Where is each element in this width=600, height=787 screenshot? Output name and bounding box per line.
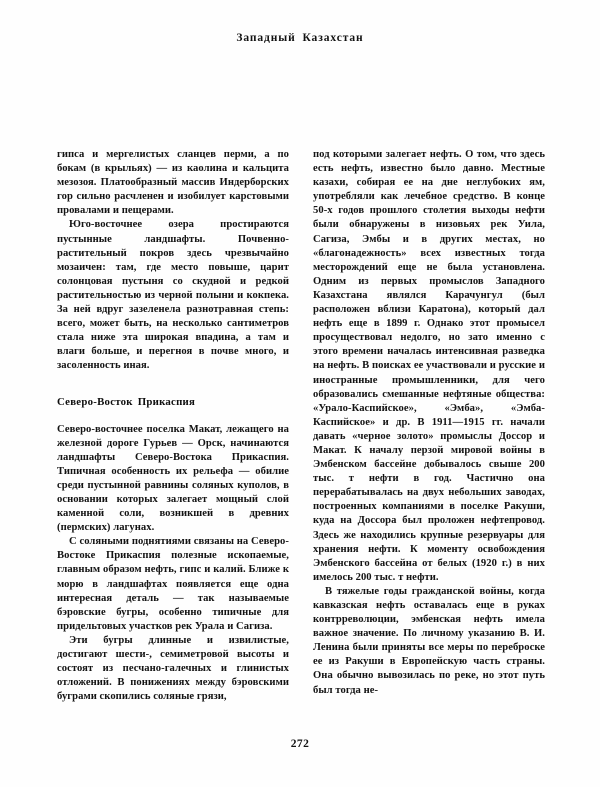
two-column-body bbox=[57, 148, 546, 708]
paragraph: гипса и мергелистых сланцев перми, а по бокам (в крыльях) — из каолина и кальцита мезозоя. Платообразный массив Индерборских гор сильно расчленен и изобилует карстовыми провалами и пещерами. bbox=[57, 149, 289, 217]
left-column bbox=[57, 148, 289, 708]
paragraph: под которыми залегает нефть. О том, что здесь есть нефть, известно было давно. Местные казахи, собирая ее на дне неглубоких ям, употребляли как лечебное средство. В конце 50-х годов прошлого столетия выходы нефти были обнаружены в низовьях рек Уила, Сагиза, Эмбы и в других местах, но «благонадежность» всех известных тогда месторождений еще не была установлена. Одним из первых промыслов Западного Казахстана являлся Карачунгул (был расположен вблизи Каратона), который дал нефть еще в 1899 г. Однако этот промысел просуществовал недолго, но зато именно с этого времени началась интенсивная разведка на нефть. В поисках ее участвовали и русские и иностранные промышленники, для чего образовались смешанные нефтяные общества: «Урало-Каспийское», «Эмба», «Эмба-Каспийское» и др. В 1911—1915 гг. начали давать «черное золото» промыслы Доссор и Макат. К началу перзой мировой войны в Эмбенском бассейне добывалось свыше 200 тыс. т нефти в год. Частично она перерабатывалась на двух небольших заводах, построенных компаниями в поселке Ракуши, куда на Доссора был проложен нефтепровод. Здесь же находились крупные резервуары для хранения нефти. К моменту освобождения Эмбенского бассейна от белых (1920 г.) в них имелось 200 тыс. т нефти. bbox=[313, 149, 545, 583]
right-column bbox=[313, 148, 545, 708]
paragraph: Юго-восточнее озера простираются пустынные ландшафты. Почвенно-растительный покров здесь чрезвычайно мозаичен: там, где место повыше, царит солонцовая пустыня со скудной и редкой растительностью из черной полыни и кокпека. За ней вдруг зазеленела разнотравная степь: всего, может быть, на несколько сантиметров стала ниже эта широкая впадина, а там и влаги больше, и перегноя в почве много, и засоленность иная. bbox=[57, 219, 289, 372]
paragraph: С соляными поднятиями связаны на Северо-Востоке Прикаспия полезные ископаемые, главным образом нефть, гипс и калий. Ближе к морю в ландшафтах появляется еще одна интересная деталь — так называемые бэровские бугры, особенно типичные для придельтовых участков рек Урала и Сагиза. bbox=[57, 536, 289, 632]
paragraph: Эти бугры длинные и извилистые, достигают шести-, семиметровой высоты и состоят из песчано-галечных и глинистых отложений. В понижениях между бэровскими буграми скопились соляные грязи, bbox=[57, 634, 289, 703]
section-heading: Северо-Восток Прикаспия bbox=[57, 395, 196, 408]
paragraph: Северо-восточнее поселка Макат, лежащего на железной дороге Гурьев — Орск, начинаются ландшафты Северо-Востока Прикаспия. Типичная особенность их рельефа — обилие среди пустынной равнины соляных куполов, в основании которых залегает мощный слой каменной соли, возникшей в древних (пермских) лагунах. bbox=[57, 423, 289, 534]
running-head: Западный Казахстан bbox=[236, 32, 364, 44]
paragraph: В тяжелые годы гражданской войны, когда кавказская нефть оставалась еще в руках контрреволюции, эмбенская нефть имела важное значение. По личному указанию В. И. Ленина были приняты все меры по переброске ее из Ракуши в Европейскую часть страны. Она обычно вывозилась по реке, но этот путь был тогда не- bbox=[313, 585, 545, 696]
page-number: 272 bbox=[290, 738, 310, 750]
